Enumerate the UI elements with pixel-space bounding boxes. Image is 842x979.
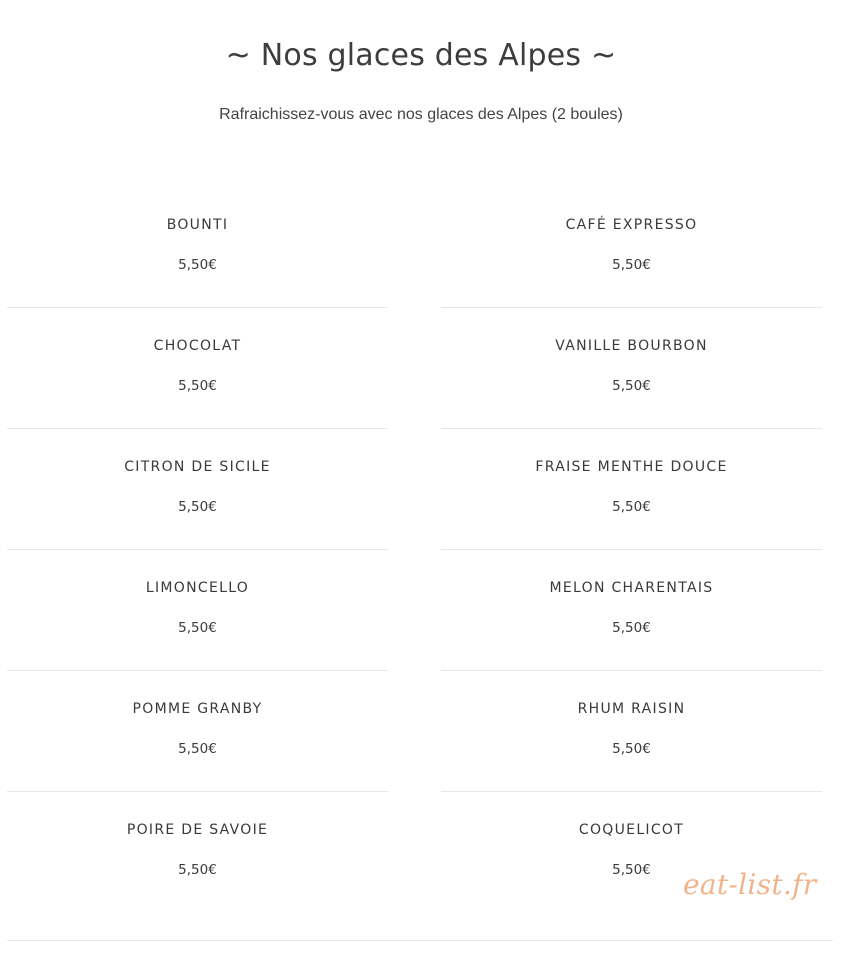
menu-item-name: POMME GRANBY xyxy=(132,701,263,717)
watermark-logo: eat-list.fr xyxy=(683,868,817,901)
menu-item-name: VANILLE BOURBON xyxy=(555,338,708,354)
menu-item-name: MELON CHARENTAIS xyxy=(549,580,714,596)
menu-item-name: CITRON DE SICILE xyxy=(124,459,271,475)
menu-item-price: 5,50€ xyxy=(178,620,217,636)
bottom-divider xyxy=(7,940,833,941)
menu-item xyxy=(441,308,822,429)
menu-item-price: 5,50€ xyxy=(612,862,651,878)
page-subtitle: Rafraichissez-vous avec nos glaces des Alpes (2 boules) xyxy=(219,106,623,123)
menu-item xyxy=(7,792,388,913)
menu-item-price: 5,50€ xyxy=(178,499,217,515)
menu-item xyxy=(441,671,822,792)
menu-item xyxy=(441,187,822,308)
menu-item-price: 5,50€ xyxy=(612,620,651,636)
menu-item xyxy=(7,671,388,792)
menu-item xyxy=(441,550,822,671)
menu-item-name: LIMONCELLO xyxy=(145,580,250,596)
menu-item xyxy=(7,429,388,550)
menu-item-name: CAFÉ EXPRESSO xyxy=(565,217,698,233)
menu-item-name: FRAISE MENTHE DOUCE xyxy=(535,459,728,475)
menu-item-price: 5,50€ xyxy=(612,499,651,515)
page-title: ~ Nos glaces des Alpes ~ xyxy=(225,38,617,73)
menu-item-name: BOUNTI xyxy=(166,217,229,233)
menu-item-price: 5,50€ xyxy=(178,257,217,273)
menu-item-price: 5,50€ xyxy=(612,741,651,757)
menu-item-price: 5,50€ xyxy=(178,378,217,394)
menu-item-name: POIRE DE SAVOIE xyxy=(126,822,269,838)
menu-item-name: CHOCOLAT xyxy=(153,338,242,354)
menu-item-name: COQUELICOT xyxy=(578,822,685,838)
menu-item xyxy=(7,308,388,429)
menu-item-name: RHUM RAISIN xyxy=(577,701,686,717)
menu-item xyxy=(7,550,388,671)
menu-column-right xyxy=(441,187,822,913)
menu-item-price: 5,50€ xyxy=(178,741,217,757)
menu-item-price: 5,50€ xyxy=(178,862,217,878)
menu-item xyxy=(441,429,822,550)
menu-item xyxy=(7,187,388,308)
menu-item-price: 5,50€ xyxy=(612,378,651,394)
menu-item-price: 5,50€ xyxy=(612,257,651,273)
menu-column-left xyxy=(7,187,388,913)
